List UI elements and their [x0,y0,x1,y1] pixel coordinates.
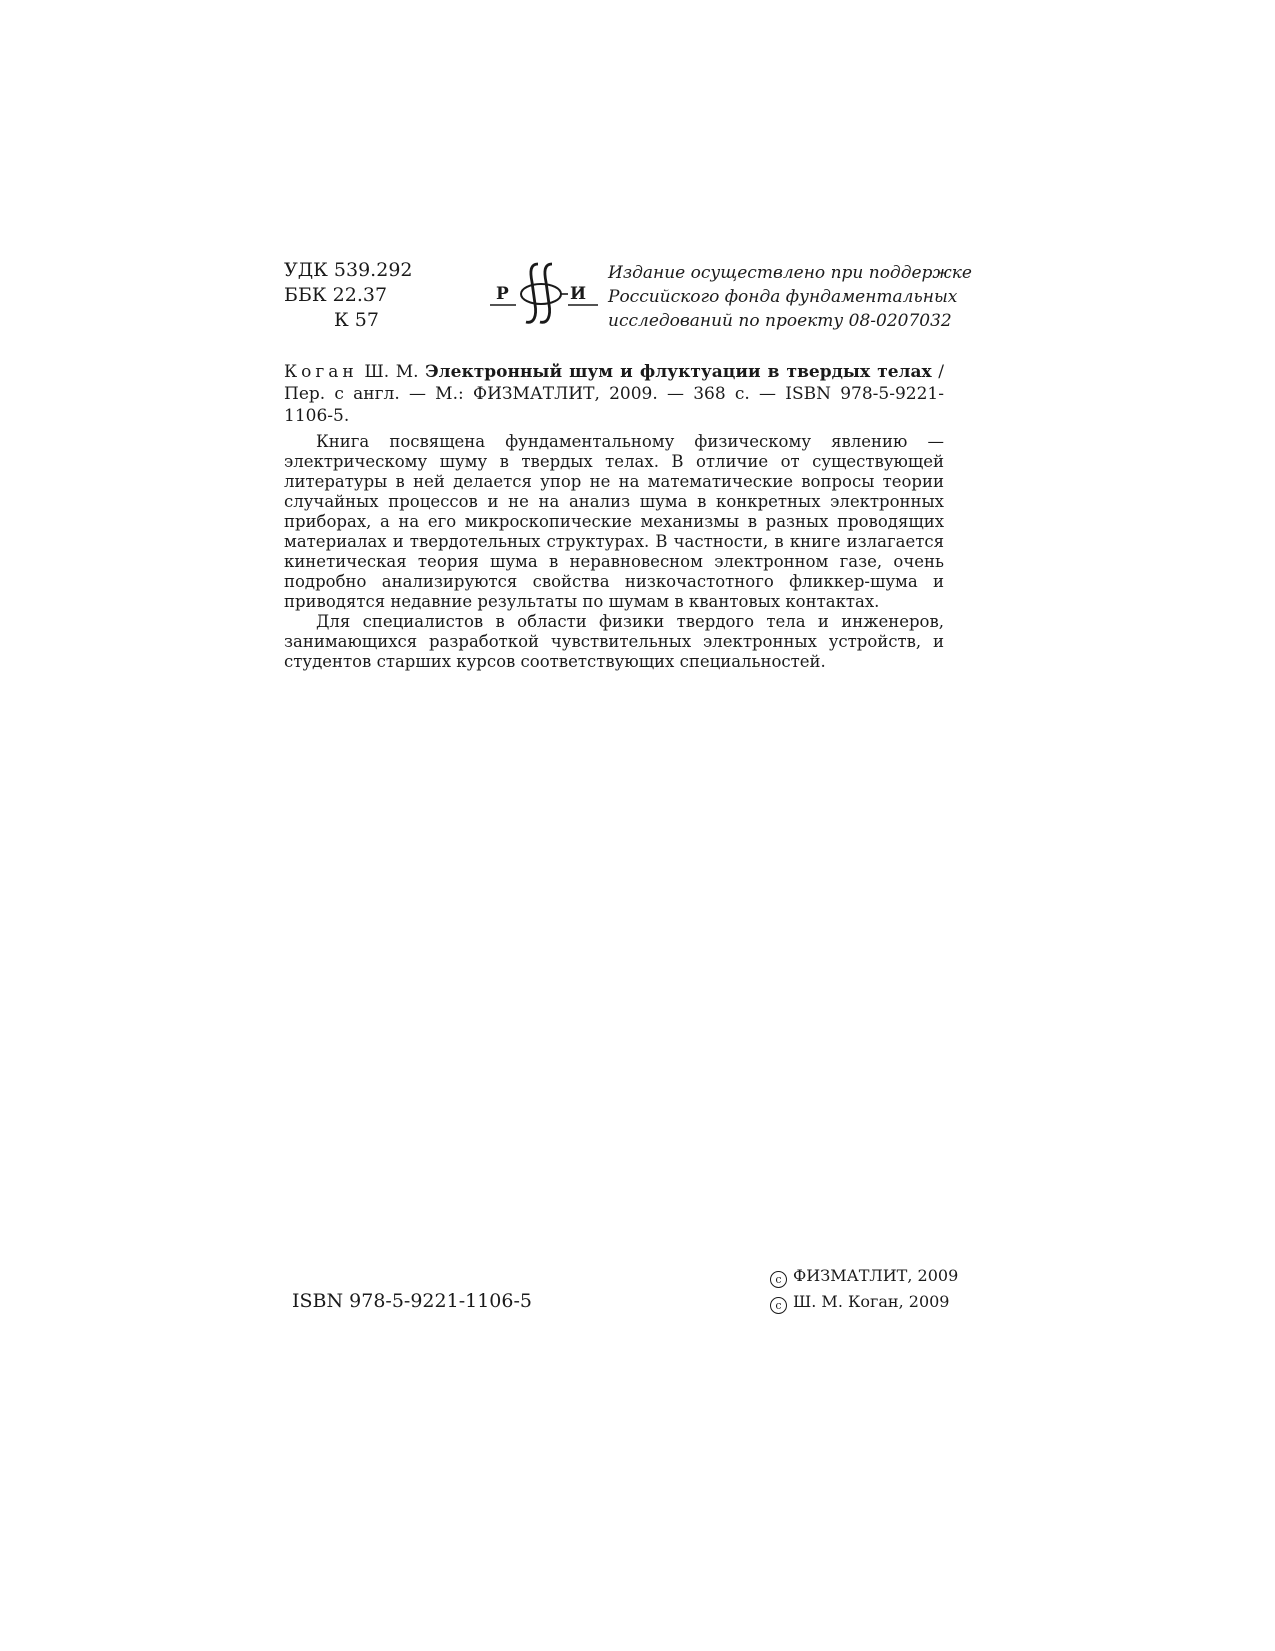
svg-text:Р: Р [496,284,509,304]
publication-details: / Пер. с англ. — М.: ФИЗМАТЛИТ, 2009. — 368 с. — ISBN 978-5-9221-1106-5. [284,362,945,426]
rffi-logo [490,258,602,330]
abstract-paragraph-2: Для специалистов в области физики твердого тела и инженеров, занимающихся разработкой чувствительных электронных устройств, и студентов старших курсов соответствующих специальностей. [284,612,944,671]
copyright-icon: c [770,1271,787,1288]
copyright-author-text: Ш. М. Коган, 2009 [793,1292,950,1311]
copyright-block [770,1263,958,1315]
author-initials: Ш. М. [364,362,419,382]
copyright-author [770,1289,958,1315]
bbk-code: ББК 22.37 [284,284,388,306]
author-surname: Коган [284,362,358,382]
grant-line-3: исследований по проекту 08-0207032 [608,311,952,331]
author-mark: К 57 [334,309,379,331]
classification-codes [284,258,413,333]
svg-text:И: И [570,284,587,304]
grant-note [608,261,972,333]
udk-code: УДК 539.292 [284,259,413,281]
grant-line-1: Издание осуществлено при поддержке [608,263,972,283]
book-title: Электронный шум и флуктуации в твердых телах [425,362,932,382]
copyright-icon: c [770,1297,787,1314]
abstract [284,432,944,672]
bibliographic-record [284,361,944,427]
isbn: ISBN 978-5-9221-1106-5 [292,1290,532,1312]
copyright-publisher [770,1263,958,1289]
abstract-paragraph-1: Книга посвящена фундаментальному физическому явлению — электрическому шуму в твердых телах. В отличие от существующей литературы в ней делается упор не на математические вопросы теории случайных процессов и не на анализ шума в конкретных электронных приборах, а на его микроскопические механизмы в разных проводящих материалах и твердотельных структурах. В частности, в книге излагается кинетическая теория шума в неравновесном электронном газе, очень подробно анализируются свойства низкочастотного фликкер-шума и приводятся недавние результаты по шумам в квантовых контактах. [284,432,944,611]
copyright-publisher-text: ФИЗМАТЛИТ, 2009 [793,1266,959,1285]
grant-line-2: Российского фонда фундаментальных [608,287,958,307]
